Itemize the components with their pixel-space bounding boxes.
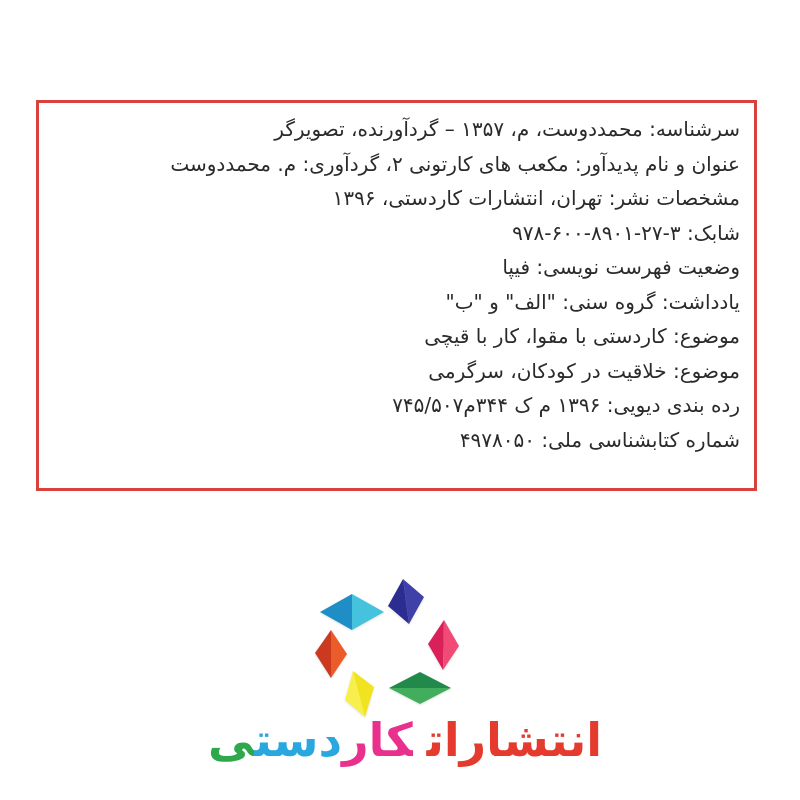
logo-diamond-green-dark (389, 672, 451, 688)
logo-diamond-orange-light (331, 630, 347, 678)
wordmark-dast: دست‍ (254, 713, 343, 767)
logo-diamond-pink-dark (428, 620, 444, 670)
logo-diamond-green-light (389, 688, 451, 704)
colophon-line-subject2: موضوع: خلاقیت در کودکان، سرگرمی (428, 358, 740, 383)
colophon-line-isbn (59, 216, 740, 251)
colophon-line-header: سرشناسه: محمددوست، م، ۱۳۵۷ – گردآورنده، تصویرگر (274, 117, 740, 141)
logo-diamond-pink-light (443, 620, 459, 670)
logo-diamond-cyan-light (352, 594, 384, 630)
colophon-line-cataloging-status: وضعیت فهرست نویسی: فیپا (502, 255, 740, 279)
colophon-line-publication: مشخصات نشر: تهران، انتشارات کاردستی، ۱۳۹۶ (332, 186, 740, 210)
logo-diamond-cyan-dark (320, 594, 352, 630)
colophon-line-subject1: موضوع: کاردستی با مقوا، کار با قیچی (424, 324, 740, 348)
isbn-label: شابک: (686, 220, 740, 245)
colophon-line-note: یادداشت: گروه سنی: "الف" و "ب" (445, 289, 740, 314)
colophon-line-dewey: رده بندی دیویی: ۱۳۹۶ م ک ۳۴۴م۷۴۵/۵۰۷ (392, 393, 740, 417)
publisher-logo (300, 570, 470, 730)
colophon-line-national-bib-number: شماره کتابشناسی ملی: ۴۹۷۸۰۵۰ (459, 427, 740, 452)
wordmark-ye: ‍ی (207, 713, 255, 767)
logo-diamond-orange-dark (315, 630, 331, 678)
wordmark-kar: کار (342, 713, 413, 767)
colophon-line-title-author: عنوان و نام پدیدآور: مکعب های کارتونی ۲، گردآوری: م. محمددوست (170, 151, 740, 176)
cataloging-info-box (36, 100, 757, 491)
publisher-wordmark (105, 712, 705, 770)
wordmark-entesharat: انتشارات (426, 713, 603, 767)
isbn-value: ۹۷۸-۶۰۰-۸۹۰۱-۲۷-۳ (512, 220, 681, 245)
